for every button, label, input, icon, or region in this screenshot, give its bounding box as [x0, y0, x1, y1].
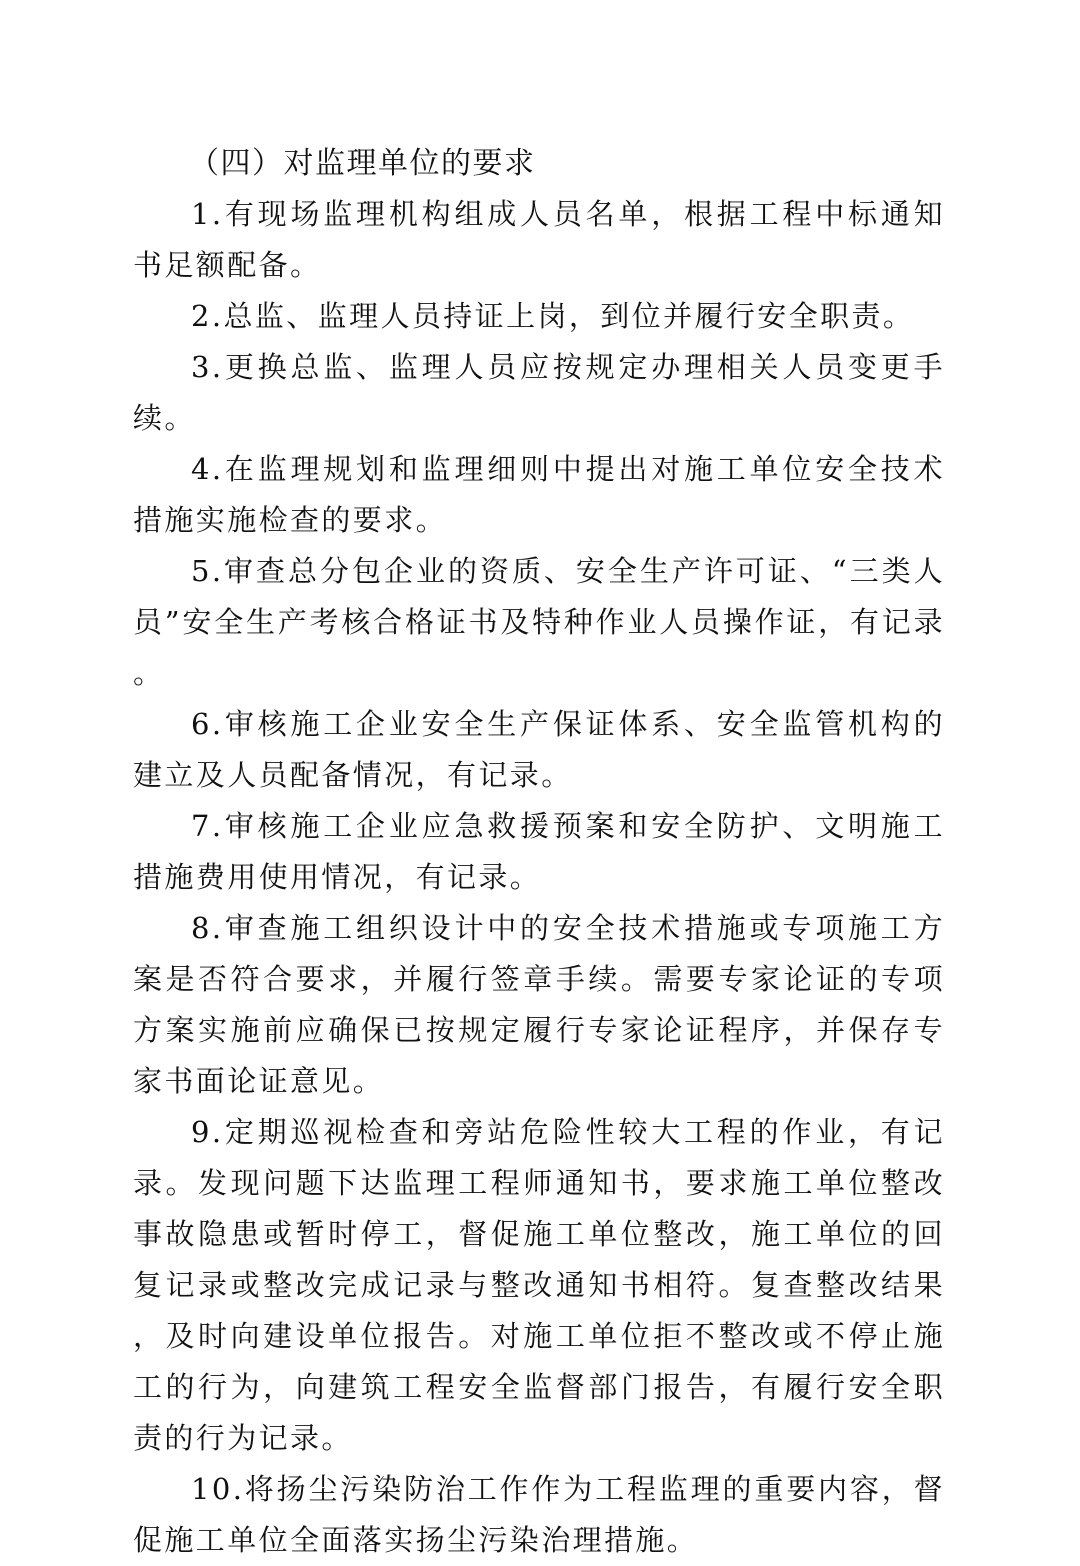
paragraph-item-8: 8.审查施工组织设计中的安全技术措施或专项施工方案是否符合要求，并履行签章手续。需要专家论证的专项方案实施前应确保已按规定履行专家论证程序，并保存专家书面论证意见。 [133, 911, 945, 1098]
paragraph-item-5: 5.审查总分包企业的资质、安全生产许可证、“三类人员”安全生产考核合格证书及特种作业人员操作证，有记录。 [133, 554, 945, 690]
paragraph-item-9: 9.定期巡视检查和旁站危险性较大工程的作业，有记录。发现问题下达监理工程师通知书，要求施工单位整改事故隐患或暂时停工，督促施工单位整改，施工单位的回复记录或整改完成记录与整改通知书相符。复查整改结果，及时向建设单位报告。对施工单位拒不整改或不停止施工的行为，向建筑工程安全监督部门报告，有履行安全职责的行为记录。 [133, 1115, 945, 1455]
paragraph-item-10: 10.将扬尘污染防治工作作为工程监理的重要内容，督促施工单位全面落实扬尘污染治理措施。 [133, 1472, 945, 1557]
paragraph-item-4: 4.在监理规划和监理细则中提出对施工单位安全技术措施实施检查的要求。 [133, 452, 945, 537]
document-body [133, 138, 945, 1566]
paragraph-item-3: 3.更换总监、监理人员应按规定办理相关人员变更手续。 [133, 350, 945, 435]
paragraph-item-7: 7.审核施工企业应急救援预案和安全防护、文明施工措施费用使用情况，有记录。 [133, 809, 945, 894]
section-heading: （四）对监理单位的要求 [189, 146, 536, 181]
paragraph-item-2: 2.总监、监理人员持证上岗，到位并履行安全职责。 [191, 299, 915, 333]
paragraph-item-6: 6.审核施工企业安全生产保证体系、安全监管机构的建立及人员配备情况，有记录。 [133, 707, 945, 792]
paragraph-item-1: 1.有现场监理机构组成人员名单，根据工程中标通知书足额配备。 [133, 197, 945, 282]
